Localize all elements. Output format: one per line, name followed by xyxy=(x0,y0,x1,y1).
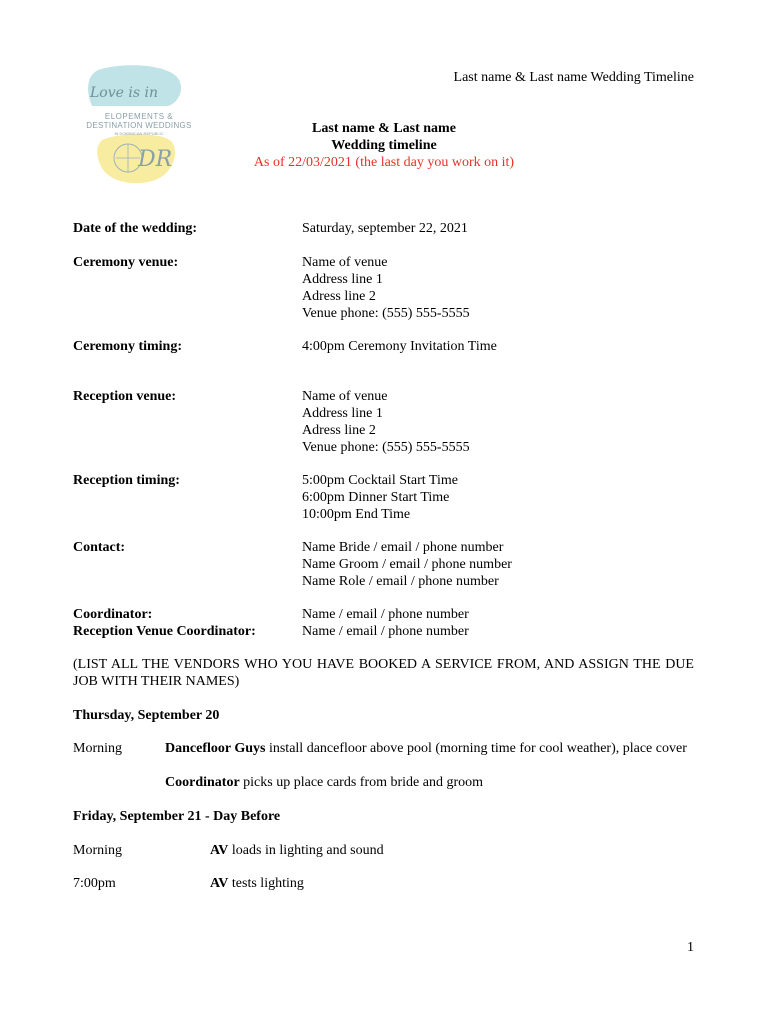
reception-timing-cocktail: 5:00pm Cocktail Start Time xyxy=(302,473,458,488)
task-text: install dancefloor above pool (morning time for cool weather), place cover xyxy=(265,741,687,756)
reception-venue-address2: Adress line 2 xyxy=(302,423,376,438)
vendors-note: (LIST ALL THE VENDORS WHO YOU HAVE BOOKED A SERVICE FROM, AND ASSIGN THE DUE JOB WITH THEIR NAMES) xyxy=(73,657,694,689)
friday-time-morning: Morning xyxy=(73,843,122,858)
thursday-time: Morning xyxy=(73,741,122,756)
ceremony-timing-value: 4:00pm Ceremony Invitation Time xyxy=(302,339,497,354)
date-label: Date of the wedding: xyxy=(73,221,198,236)
ceremony-venue-address2: Adress line 2 xyxy=(302,289,376,304)
vendor-name: Coordinator xyxy=(165,775,240,790)
task-text: tests lighting xyxy=(228,876,304,891)
reception-timing-dinner: 6:00pm Dinner Start Time xyxy=(302,490,450,505)
logo-line2: DESTINATION WEDDINGS xyxy=(86,121,192,130)
document-title: Last name & Last name xyxy=(312,121,456,136)
task-text: picks up place cards from bride and groom xyxy=(239,775,484,790)
logo-line3: IN DOMINICAN REPUBLIC xyxy=(114,131,164,136)
as-of-date: As of 22/03/2021 (the last day you work on it) xyxy=(253,155,515,170)
logo-script: Love is in xyxy=(90,85,158,101)
reception-timing-end: 10:00pm End Time xyxy=(302,507,411,522)
ceremony-venue-address1: Address line 1 xyxy=(302,272,383,287)
coordinator-value: Name / email / phone number xyxy=(302,607,469,622)
vendor-name: AV xyxy=(210,876,229,891)
date-value: Saturday, september 22, 2021 xyxy=(302,221,468,236)
vendor-name: AV xyxy=(210,843,229,858)
friday-heading: Friday, September 21 - Day Before xyxy=(73,809,281,824)
reception-venue-phone: Venue phone: (555) 555-5555 xyxy=(302,440,470,455)
reception-coordinator-label: Reception Venue Coordinator: xyxy=(73,624,256,639)
ceremony-timing-label: Ceremony timing: xyxy=(73,339,182,354)
friday-time-evening: 7:00pm xyxy=(73,876,116,891)
coordinator-label: Coordinator: xyxy=(73,607,153,622)
page-number: 1 xyxy=(687,940,694,955)
thursday-task-dancefloor xyxy=(165,740,688,757)
contact-groom: Name Groom / email / phone number xyxy=(302,557,512,572)
logo-line1: ELOPEMENTS & xyxy=(104,112,174,121)
logo-monogram: DR xyxy=(138,147,173,172)
thursday-heading: Thursday, September 20 xyxy=(73,708,220,723)
running-header: Last name & Last name Wedding Timeline xyxy=(453,70,694,85)
contact-bride: Name Bride / email / phone number xyxy=(302,540,504,555)
thursday-task-coordinator xyxy=(165,774,483,791)
contact-role: Name Role / email / phone number xyxy=(302,574,499,589)
task-text: loads in lighting and sound xyxy=(228,843,384,858)
reception-venue-name: Name of venue xyxy=(302,389,388,404)
reception-timing-label: Reception timing: xyxy=(73,473,180,488)
reception-venue-label: Reception venue: xyxy=(73,389,177,404)
ceremony-venue-label: Ceremony venue: xyxy=(73,255,179,270)
vendor-name: Dancefloor Guys xyxy=(165,741,266,756)
reception-venue-address1: Address line 1 xyxy=(302,406,383,421)
contact-label: Contact: xyxy=(73,540,126,555)
reception-coordinator-value: Name / email / phone number xyxy=(302,624,469,639)
ceremony-venue-phone: Venue phone: (555) 555-5555 xyxy=(302,306,470,321)
document-subtitle: Wedding timeline xyxy=(331,138,437,153)
friday-task-av-load xyxy=(210,842,384,859)
friday-task-av-test xyxy=(210,875,304,892)
ceremony-venue-name: Name of venue xyxy=(302,255,388,270)
